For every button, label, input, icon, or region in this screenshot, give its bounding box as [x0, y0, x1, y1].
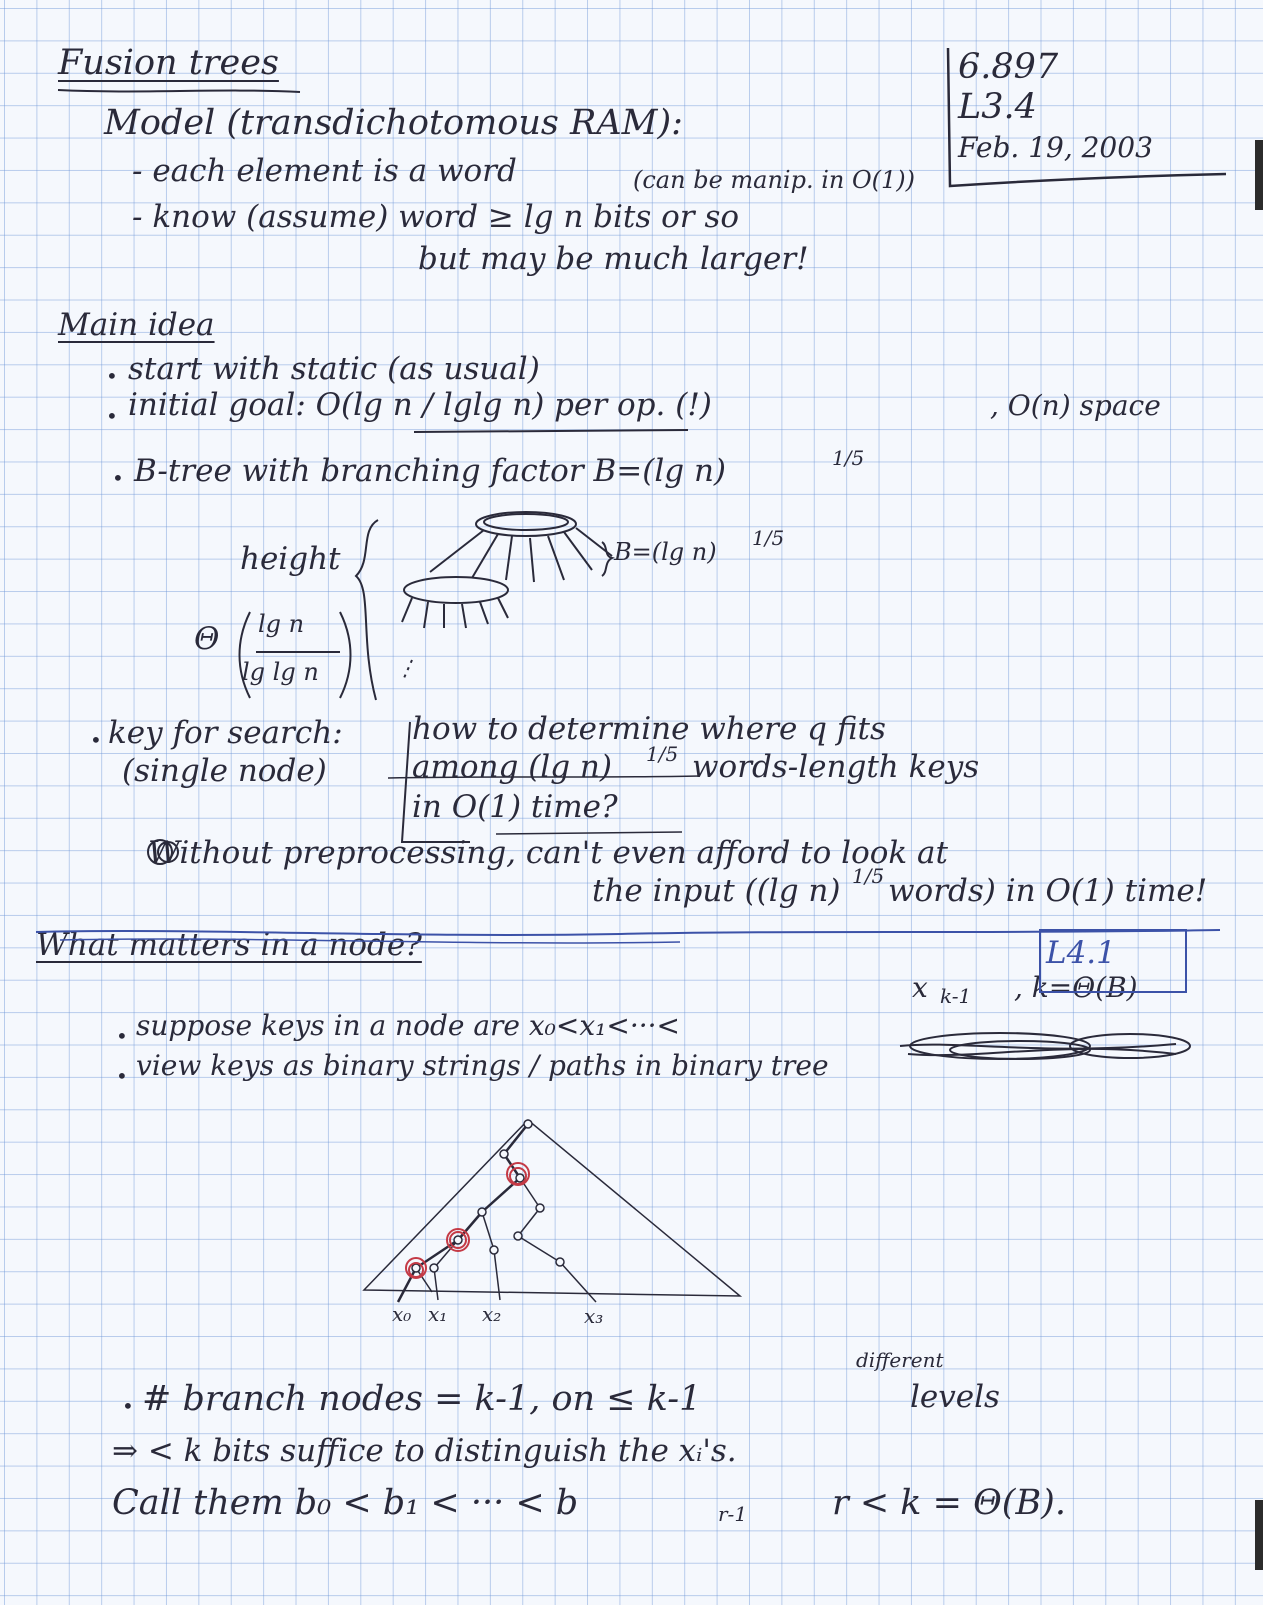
- binder-hole-mark: [1255, 1500, 1263, 1570]
- branch-node-highlight: [406, 1163, 529, 1278]
- model-heading: Model (transdichotomous RAM):: [104, 103, 683, 143]
- bullet-dot: •: [122, 1394, 134, 1418]
- input-size-note-rest: words) in O(1) time!: [888, 873, 1208, 909]
- key-search-line-2-rest: words-length keys: [692, 749, 980, 785]
- lecture-info-box-border: [948, 48, 1226, 186]
- node-bullet-1: suppose keys in a node are x₀<x₁<···<: [136, 1009, 681, 1042]
- lecture-marker-box: [1040, 930, 1186, 992]
- scribble-mark: [148, 840, 178, 864]
- scribbled-out-text: [900, 1033, 1190, 1059]
- bullet-dot: •: [90, 728, 102, 752]
- branch-nodes-line: # branch nodes = k-1, on ≤ k-1: [142, 1379, 702, 1419]
- node-bullet-2: view keys as binary strings / paths in binary tree: [136, 1049, 829, 1082]
- theta-paren-left: [240, 612, 251, 698]
- key-search-exponent: 1/5: [646, 742, 679, 766]
- main-idea-space-note: , O(n) space: [990, 389, 1161, 422]
- model-line-3: but may be much larger!: [418, 241, 809, 277]
- last-key-subscript: k-1: [940, 984, 972, 1008]
- model-line-1: - each element is a word: [132, 153, 517, 189]
- course-number: 6.897: [958, 47, 1059, 87]
- lecture-number: L3.4: [958, 87, 1037, 127]
- key-search-o1-underline: [496, 832, 682, 834]
- key-count-note: , k=Θ(B): [1014, 971, 1138, 1004]
- input-size-note: the input ((lg n): [592, 873, 841, 909]
- levels-note: levels: [910, 1379, 1000, 1415]
- main-idea-bullet-1: start with static (as usual): [128, 351, 540, 387]
- binder-hole-mark: [1255, 140, 1263, 210]
- height-numerator: lg n: [258, 610, 305, 638]
- model-line-1-note: (can be manip. in O(1)): [633, 166, 916, 194]
- branching-exponent: 1/5: [832, 446, 865, 470]
- branch-factor-exponent: 1/5: [752, 526, 785, 550]
- leaf-label: x₂: [482, 1302, 502, 1326]
- bullet-dot: •: [112, 466, 124, 490]
- input-size-exponent: 1/5: [852, 864, 885, 888]
- section-divider: [60, 939, 680, 943]
- branch-factor-label: B=(lg n): [614, 538, 717, 566]
- height-label: height: [240, 541, 341, 577]
- lecture-marker-label: L4.1: [1046, 935, 1116, 971]
- height-brace: [356, 520, 378, 700]
- leaf-label: x₁: [428, 1302, 448, 1326]
- bullet-dot: •: [106, 364, 118, 388]
- call-them-subscript: r-1: [718, 1502, 748, 1526]
- without-preprocessing-note: Without preprocessing, can't even afford to look at: [148, 835, 948, 871]
- different-note: different: [856, 1348, 944, 1372]
- bullet-dot: •: [106, 404, 118, 428]
- key-search-line-3: in O(1) time?: [412, 789, 618, 825]
- height-theta: Θ: [194, 621, 220, 657]
- btree-node-sketch: [402, 512, 612, 678]
- bullet-dot: •: [116, 1024, 128, 1048]
- height-denominator: lg lg n: [242, 658, 319, 686]
- branch-brace: [602, 542, 612, 576]
- key-search-line-2: among (lg n): [412, 749, 612, 785]
- key-search-box-bracket: [402, 722, 470, 842]
- key-search-label-1: key for search:: [108, 715, 343, 751]
- main-idea-bullet-2: initial goal: O(lg n / lglg n) per op. (!): [128, 387, 712, 423]
- last-key-x: x: [912, 971, 928, 1004]
- leaf-label: x₀: [392, 1302, 412, 1326]
- bullet-dot: •: [116, 1064, 128, 1088]
- model-line-2: - know (assume) word ≥ lg n bits or so: [132, 199, 740, 235]
- main-idea-bullet-3: B-tree with branching factor B=(lg n): [134, 453, 727, 489]
- theta-paren-right: [340, 612, 351, 698]
- page-title: Fusion trees: [58, 43, 279, 83]
- bits-suffice-line: ⇒ < k bits suffice to distinguish the xᵢ's.: [112, 1433, 737, 1469]
- key-search-line-1: how to determine where q fits: [412, 711, 886, 747]
- leaf-label: x₃: [584, 1304, 604, 1328]
- main-idea-heading: Main idea: [58, 307, 215, 343]
- key-search-underline: [388, 776, 700, 778]
- title-underline: [58, 90, 300, 92]
- call-them-line: Call them b₀ < b₁ < ··· < b: [112, 1483, 579, 1523]
- r-less-than-k-note: r < k = Θ(B).: [832, 1483, 1066, 1523]
- key-search-label-2: (single node): [122, 753, 327, 789]
- node-section-heading: What matters in a node?: [36, 927, 422, 963]
- goal-underline: [414, 430, 688, 432]
- lecture-date: Feb. 19, 2003: [958, 131, 1153, 164]
